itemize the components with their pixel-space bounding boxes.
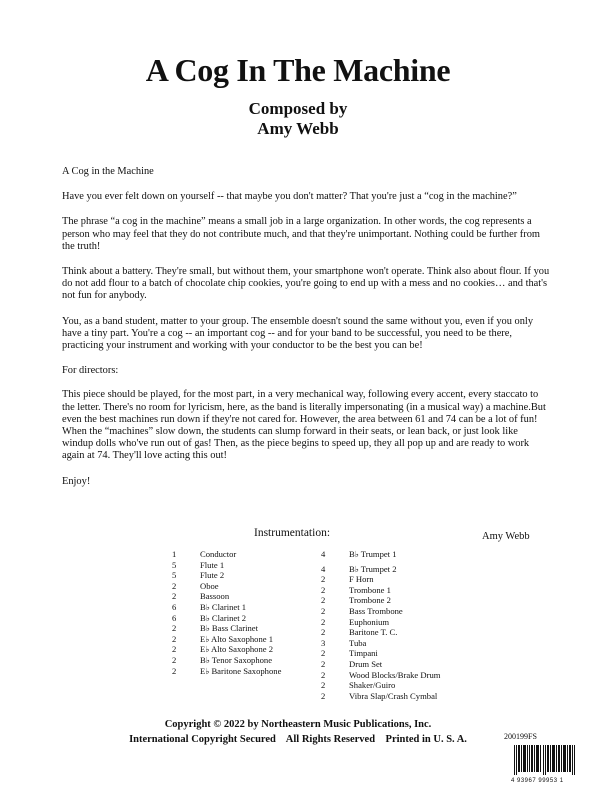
instrument-row [321,595,440,606]
instrument-row [321,659,440,670]
instrument-row [321,585,440,596]
notes-paragraph: Have you ever felt down on yourself -- that maybe you don't matter? That you're just a “cog in the machine?” [62,191,517,203]
instrument-name: Trombone 1 [349,584,391,595]
part-count: 3 [321,637,326,648]
instrument-row [172,602,281,613]
instrumentation-author: Amy Webb [482,531,530,542]
instrument-name: E♭ Alto Saxophone 2 [200,644,274,655]
instrument-row [321,670,440,681]
instrument-name: Bassoon [200,591,230,602]
instrument-name: Drum Set [349,658,383,669]
instrument-name: E♭ Baritone Saxophone [200,665,282,676]
instrument-name: Baritone T. C. [349,627,398,638]
part-count: 2 [321,690,326,701]
rights-line: International Copyright Secured All Rights Reserved Printed in U. S. A. [129,734,467,745]
page-title: A Cog In The Machine [145,52,451,88]
instrument-name: E♭ Alto Saxophone 1 [200,633,274,644]
part-count: 2 [321,669,326,680]
instrument-name: Bass Trombone [349,605,403,616]
instrument-row [172,549,281,560]
instrument-row [321,606,440,617]
instrument-row [172,560,281,571]
instrument-name: B♭ Trumpet 2 [349,563,397,574]
instrument-name: B♭ Clarinet 2 [200,612,247,623]
instrument-row [321,691,440,702]
part-count: 2 [321,648,326,659]
part-count: 2 [321,605,326,616]
part-count: 2 [172,623,177,634]
part-count: 2 [321,584,326,595]
instrument-name: Flute 2 [200,570,225,581]
part-count: 2 [172,580,177,591]
instrument-row [172,613,281,624]
barcode-number: 4 93967 99953 1 [511,778,564,784]
part-count: 5 [172,559,177,570]
instrument-name: Conductor [200,549,237,559]
instrument-row [321,574,440,585]
instrument-row [321,564,440,575]
part-count: 2 [172,644,177,655]
notes-paragraph: This piece should be played, for the most part, in a very mechanical way, following every accent, every staccato to the letter. There's no room for lyricism, here, as the band is literally impersonating (in a musical way) a machine.But even the best machines run down if they're not cared for. However, the area between 61 and 74 can be a lot of fun! When the “machines” slow down, the students can slump forward in their seats, or lean back, or just look like windup dolls who've run out of gas! Then, as the piece begins to speed up, they all pop up and are ready to work again at 74. They'll love acting this out! [62,389,546,462]
part-count: 2 [321,627,326,638]
instrument-row [321,617,440,628]
instrument-row [172,623,281,634]
part-count: 2 [172,654,177,665]
instrument-row [172,644,281,655]
part-count: 2 [321,595,326,606]
instrument-row [172,570,281,581]
barcode-icon [514,745,576,775]
part-count: 5 [172,570,177,581]
part-count: 4 [321,549,326,559]
notes-paragraph: You, as a band student, matter to your group. The ensemble doesn't sound the same without you, even if you only have a tiny part. You're a cog -- an important cog -- and for your band to be successful, you need to be there, practicing your instrument and working with your conductor to be the best you can be! [62,315,534,352]
instrument-row [321,680,440,691]
instrument-row [321,549,440,560]
instrument-name: Flute 1 [200,559,225,570]
instrument-row [172,581,281,592]
part-count: 2 [172,591,177,602]
instrument-row [321,627,440,638]
part-count: 4 [321,563,326,574]
instrument-name: Timpani [349,648,378,659]
instrument-list-right [321,549,440,701]
part-count: 6 [172,612,177,623]
part-count: 2 [321,574,326,585]
part-count: 2 [321,616,326,627]
part-count: 6 [172,601,177,612]
notes-paragraph: Think about a battery. They're small, but without them, your smartphone won't operate. Think also about flour. If you do not add flour to a batch of chocolate chip cookies, you're going to end up with a mess and no cookies… and that's not fun for anybody. [62,266,550,302]
part-count: 2 [321,680,326,691]
notes-paragraph: The phrase “a cog in the machine” means a small job in a large organization. In other words, the cog represents a person who may feel that they do not contribute much, and that they're unimportant. Nothing could be further from the truth! [62,216,540,252]
instrument-name: Trombone 2 [349,595,391,606]
instrument-name: B♭ Clarinet 1 [200,601,247,612]
part-count: 1 [172,549,177,559]
instrument-row [172,634,281,645]
part-count: 2 [172,665,177,676]
instrument-name: Oboe [200,580,219,591]
instrument-row [172,666,281,677]
composed-by-label: Composed by [248,99,348,118]
instrument-name: B♭ Trumpet 1 [349,549,397,559]
instrumentation-heading: Instrumentation: [254,527,331,539]
instrument-row [172,655,281,666]
instrument-row [172,591,281,602]
notes-paragraph: For directors: [62,365,119,377]
part-count: 2 [172,633,177,644]
instrument-name: Vibra Slap/Crash Cymbal [349,690,438,701]
instrument-name: Tuba [349,637,367,648]
instrument-list-left [172,549,281,676]
composer-credit [0,99,596,139]
instrument-name: B♭ Bass Clarinet [200,623,258,634]
instrument-name: Euphonium [349,616,390,627]
instrument-name: Shaker/Guiro [349,680,396,691]
instrument-name: F Horn [349,574,374,585]
instrument-row [321,648,440,659]
instrument-row [321,638,440,649]
notes-paragraph: Enjoy! [62,475,91,487]
composer-name: Amy Webb [257,119,339,138]
program-notes [62,166,550,501]
part-count: 2 [321,658,326,669]
notes-paragraph: A Cog in the Machine [62,166,154,177]
instrument-name: B♭ Tenor Saxophone [200,654,273,665]
instrument-name: Wood Blocks/Brake Drum [349,669,441,680]
catalog-code: 200199FS [504,732,537,741]
copyright-line: Copyright © 2022 by Northeastern Music Publications, Inc. [164,719,432,730]
